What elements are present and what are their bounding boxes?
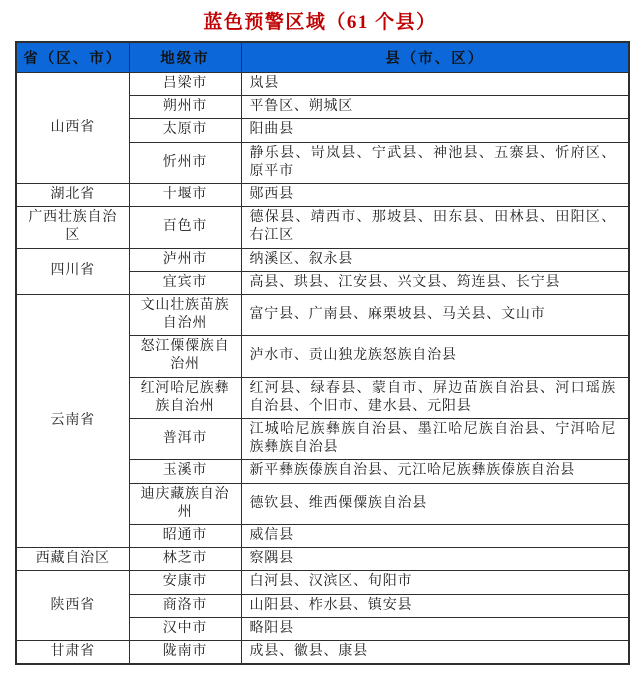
city-cell: 安康市 [129,571,241,594]
province-cell: 山西省 [16,73,129,184]
province-cell: 湖北省 [16,183,129,206]
table-row [16,548,629,571]
counties-cell: 成县、徽县、康县 [241,640,629,664]
header-cell-province: 省（区、市） [16,42,129,73]
counties-cell: 威信县 [241,524,629,547]
counties-cell: 纳溪区、叙永县 [241,248,629,271]
counties-cell: 察隅县 [241,548,629,571]
city-cell: 十堰市 [129,183,241,206]
counties-cell: 山阳县、柞水县、镇安县 [241,594,629,617]
city-cell: 文山壮族苗族自治州 [129,294,241,335]
province-cell: 四川省 [16,248,129,294]
city-cell: 商洛市 [129,594,241,617]
city-cell: 迪庆藏族自治州 [129,483,241,524]
counties-cell: 高县、珙县、江安县、兴文县、筠连县、长宁县 [241,271,629,294]
counties-cell: 富宁县、广南县、麻栗坡县、马关县、文山市 [241,294,629,335]
city-cell: 昭通市 [129,524,241,547]
counties-cell: 略阳县 [241,617,629,640]
counties-cell: 白河县、汉滨区、旬阳市 [241,571,629,594]
city-cell: 怒江傈僳族自治州 [129,336,241,377]
counties-cell: 江城哈尼族彝族自治县、墨江哈尼族自治县、宁洱哈尼族彝族自治县 [241,419,629,460]
header-cell-counties: 县（市、区） [241,42,629,73]
header-cell-city: 地级市 [129,42,241,73]
city-cell: 玉溪市 [129,460,241,483]
warning-table [15,41,630,665]
table-row [16,248,629,271]
counties-cell: 静乐县、岢岚县、宁武县、神池县、五寨县、忻府区、原平市 [241,142,629,183]
counties-cell: 郧西县 [241,183,629,206]
counties-cell: 泸水市、贡山独龙族怒族自治县 [241,336,629,377]
table-row [16,571,629,594]
counties-cell: 红河县、绿春县、蒙自市、屏边苗族自治县、河口瑶族自治县、个旧市、建水县、元阳县 [241,377,629,418]
counties-cell: 德钦县、维西傈僳族自治县 [241,483,629,524]
city-cell: 宜宾市 [129,271,241,294]
province-cell: 西藏自治区 [16,548,129,571]
counties-cell: 阳曲县 [241,119,629,142]
table-row [16,207,629,248]
counties-cell: 新平彝族傣族自治县、元江哈尼族彝族傣族自治县 [241,460,629,483]
city-cell: 吕梁市 [129,73,241,96]
province-cell: 甘肃省 [16,640,129,664]
city-cell: 泸州市 [129,248,241,271]
city-cell: 红河哈尼族彝族自治州 [129,377,241,418]
table-row [16,73,629,96]
table-header-row [16,42,629,73]
counties-cell: 平鲁区、朔城区 [241,96,629,119]
city-cell: 陇南市 [129,640,241,664]
city-cell: 汉中市 [129,617,241,640]
city-cell: 太原市 [129,119,241,142]
table-row [16,294,629,335]
city-cell: 普洱市 [129,419,241,460]
city-cell: 百色市 [129,207,241,248]
city-cell: 朔州市 [129,96,241,119]
city-cell: 忻州市 [129,142,241,183]
counties-cell: 德保县、靖西市、那坡县、田东县、田林县、田阳区、右江区 [241,207,629,248]
table-body [16,73,629,665]
province-cell: 广西壮族自治区 [16,207,129,248]
counties-cell: 岚县 [241,73,629,96]
city-cell: 林芝市 [129,548,241,571]
table-row [16,640,629,664]
province-cell: 陕西省 [16,571,129,641]
province-cell: 云南省 [16,294,129,547]
table-row [16,183,629,206]
page-title: 蓝色预警区域（61 个县） [203,12,437,33]
